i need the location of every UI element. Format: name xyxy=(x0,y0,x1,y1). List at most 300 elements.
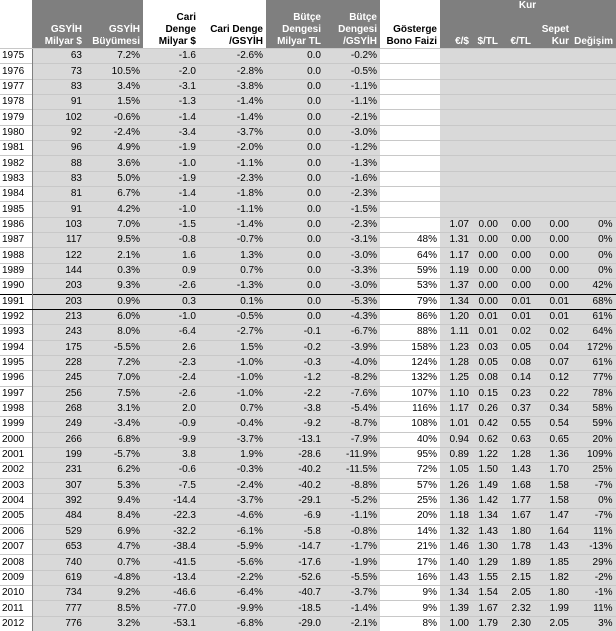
row-year: 2001 xyxy=(0,447,32,462)
table-cell xyxy=(440,202,472,217)
table-row xyxy=(0,64,616,79)
table-cell xyxy=(501,141,534,156)
row-year: 1977 xyxy=(0,79,32,94)
table-cell: 1.80 xyxy=(534,586,572,601)
table-cell: -7% xyxy=(572,509,616,524)
table-cell: 9.2% xyxy=(85,586,143,601)
table-cell: 0.02 xyxy=(534,325,572,340)
table-cell xyxy=(380,64,440,79)
table-cell: -5.7% xyxy=(85,447,143,462)
table-cell: -6.7% xyxy=(324,325,380,340)
table-cell xyxy=(572,202,616,217)
table-cell xyxy=(472,64,501,79)
table-cell: -40.7 xyxy=(266,586,324,601)
table-cell: 88 xyxy=(32,156,85,171)
col-header-cari-denge-gsyih-label: Cari Denge /GSYİH xyxy=(201,24,263,48)
table-row xyxy=(0,386,616,401)
table-cell: 0.15 xyxy=(472,386,501,401)
table-cell: -2.6 xyxy=(143,279,199,294)
table-cell: -3.7% xyxy=(324,586,380,601)
table-cell: 83 xyxy=(32,171,85,186)
header-spacer xyxy=(266,0,324,12)
table-cell: 0.0 xyxy=(266,309,324,324)
table-row xyxy=(0,616,616,631)
table-cell: 0.03 xyxy=(472,340,501,355)
table-cell xyxy=(501,202,534,217)
table-cell: -7.6% xyxy=(324,386,380,401)
table-cell: 1.77 xyxy=(501,493,534,508)
table-cell: 0.01 xyxy=(472,325,501,340)
table-cell: -3.7% xyxy=(199,493,266,508)
table-cell: 0.65 xyxy=(534,432,572,447)
table-cell xyxy=(380,95,440,110)
table-cell: 1.68 xyxy=(501,478,534,493)
table-cell: -1.9% xyxy=(324,555,380,570)
table-cell: 25% xyxy=(572,463,616,478)
table-cell: 20% xyxy=(572,432,616,447)
table-cell: -3.4% xyxy=(85,417,143,432)
table-cell: -1.0% xyxy=(199,386,266,401)
table-cell: 2.05 xyxy=(534,616,572,631)
table-cell: 0% xyxy=(572,493,616,508)
table-cell: 1.32 xyxy=(440,524,472,539)
table-cell: 124% xyxy=(380,355,440,370)
table-cell: 57% xyxy=(380,478,440,493)
table-cell: 777 xyxy=(32,601,85,616)
table-cell xyxy=(472,49,501,64)
table-row xyxy=(0,509,616,524)
table-cell: 2.15 xyxy=(501,570,534,585)
table-row xyxy=(0,217,616,232)
table-cell: -5.6% xyxy=(199,555,266,570)
table-cell: -1.2 xyxy=(266,371,324,386)
table-cell: 9.4% xyxy=(85,493,143,508)
table-cell: 78% xyxy=(572,386,616,401)
table-cell: 0.00 xyxy=(501,217,534,232)
table-cell: -2.0 xyxy=(143,64,199,79)
table-cell: -13.4 xyxy=(143,570,199,585)
table-cell xyxy=(534,110,572,125)
row-year: 2009 xyxy=(0,570,32,585)
table-cell xyxy=(380,141,440,156)
table-cell: -1.4% xyxy=(199,217,266,232)
row-year: 2004 xyxy=(0,493,32,508)
row-year: 1997 xyxy=(0,386,32,401)
table-cell: -6.1% xyxy=(199,524,266,539)
table-cell: 8.4% xyxy=(85,509,143,524)
table-cell xyxy=(534,187,572,202)
table-cell: -3.9% xyxy=(324,340,380,355)
table-cell: 172% xyxy=(572,340,616,355)
table-cell: 2.30 xyxy=(501,616,534,631)
table-cell: 0.00 xyxy=(472,217,501,232)
table-cell: 1.70 xyxy=(534,463,572,478)
table-cell: 0.26 xyxy=(472,401,501,416)
table-cell: -6.4 xyxy=(143,325,199,340)
header-spacer xyxy=(85,0,143,12)
table-row xyxy=(0,371,616,386)
table-cell: -3.0% xyxy=(324,248,380,263)
table-cell xyxy=(472,202,501,217)
table-cell: -2.4 xyxy=(143,371,199,386)
table-cell xyxy=(534,202,572,217)
table-cell: 0.0 xyxy=(266,95,324,110)
table-cell: 1.9% xyxy=(199,447,266,462)
table-cell: -18.5 xyxy=(266,601,324,616)
table-cell: 0.0 xyxy=(266,156,324,171)
table-cell: -1.3% xyxy=(199,279,266,294)
table-cell: -3.8% xyxy=(199,79,266,94)
col-header-eur-usd: €/$ xyxy=(440,12,472,49)
table-row xyxy=(0,447,616,462)
table-cell xyxy=(572,156,616,171)
col-header-butce-dengesi-gsyih: Bütçe Dengesi /GSYİH xyxy=(324,12,380,49)
table-row xyxy=(0,248,616,263)
table-cell xyxy=(440,187,472,202)
table-cell: 1.43 xyxy=(472,524,501,539)
table-cell: 122 xyxy=(32,248,85,263)
table-cell: -2.1% xyxy=(324,110,380,125)
table-cell: 1.26 xyxy=(440,478,472,493)
table-cell: -32.2 xyxy=(143,524,199,539)
row-year: 1981 xyxy=(0,141,32,156)
table-cell xyxy=(572,125,616,140)
table-cell: 91 xyxy=(32,95,85,110)
row-year: 2010 xyxy=(0,586,32,601)
table-cell: -6.8% xyxy=(199,616,266,631)
table-cell xyxy=(440,79,472,94)
row-year: 1984 xyxy=(0,187,32,202)
table-cell: -1.4 xyxy=(143,110,199,125)
table-cell xyxy=(501,110,534,125)
table-cell: 61% xyxy=(572,355,616,370)
table-row xyxy=(0,463,616,478)
table-cell xyxy=(440,110,472,125)
table-cell: 228 xyxy=(32,355,85,370)
table-cell: -0.2 xyxy=(266,340,324,355)
table-cell: 29% xyxy=(572,555,616,570)
table-cell: -11.5% xyxy=(324,463,380,478)
table-cell: 81 xyxy=(32,187,85,202)
row-year: 1993 xyxy=(0,325,32,340)
table-cell: -5.4% xyxy=(324,401,380,416)
table-cell: -0.8 xyxy=(143,233,199,248)
table-cell: 0.12 xyxy=(534,371,572,386)
row-year: 1982 xyxy=(0,156,32,171)
table-cell xyxy=(534,95,572,110)
table-cell: -53.1 xyxy=(143,616,199,631)
table-cell: -8.7% xyxy=(324,417,380,432)
table-cell: 0.01 xyxy=(501,309,534,324)
row-year: 1988 xyxy=(0,248,32,263)
table-cell: -1.9 xyxy=(143,141,199,156)
table-row xyxy=(0,540,616,555)
row-year: 2011 xyxy=(0,601,32,616)
header-group-row xyxy=(0,0,616,12)
table-row xyxy=(0,340,616,355)
table-cell xyxy=(501,187,534,202)
table-cell: 4.9% xyxy=(85,141,143,156)
table-cell: 72% xyxy=(380,463,440,478)
table-cell: 1.10 xyxy=(440,386,472,401)
table-cell xyxy=(534,49,572,64)
table-row xyxy=(0,233,616,248)
table-cell: 68% xyxy=(572,294,616,309)
table-cell: 0.04 xyxy=(534,340,572,355)
table-cell: 9.5% xyxy=(85,233,143,248)
table-cell: -1.1% xyxy=(324,95,380,110)
table-cell: 2.05 xyxy=(501,586,534,601)
table-cell: 9% xyxy=(380,601,440,616)
table-cell xyxy=(572,49,616,64)
row-year: 2007 xyxy=(0,540,32,555)
table-cell: 1.82 xyxy=(534,570,572,585)
table-cell: 6.7% xyxy=(85,187,143,202)
table-cell: -2.3 xyxy=(143,355,199,370)
table-cell: 0.01 xyxy=(472,309,501,324)
col-header-sepet-kur: Sepet Kur xyxy=(534,12,572,49)
table-cell: 6.8% xyxy=(85,432,143,447)
table-cell: 1.99 xyxy=(534,601,572,616)
table-cell: 2.1% xyxy=(85,248,143,263)
table-cell: -0.2% xyxy=(324,49,380,64)
table-cell: 0.08 xyxy=(501,355,534,370)
row-year: 1989 xyxy=(0,263,32,278)
table-cell: -2.3% xyxy=(324,217,380,232)
table-cell: 268 xyxy=(32,401,85,416)
table-cell: 11% xyxy=(572,524,616,539)
table-row xyxy=(0,524,616,539)
header-year xyxy=(0,12,32,49)
table-cell: -4.8% xyxy=(85,570,143,585)
table-cell: -2.6% xyxy=(199,49,266,64)
table-cell: 1.64 xyxy=(534,524,572,539)
table-cell: 0.0 xyxy=(266,263,324,278)
table-cell: 108% xyxy=(380,417,440,432)
table-cell: 1.78 xyxy=(501,540,534,555)
row-year: 1999 xyxy=(0,417,32,432)
table-cell: 1.36 xyxy=(440,493,472,508)
table-cell: 8.0% xyxy=(85,325,143,340)
row-year: 1991 xyxy=(0,294,32,309)
table-cell: -3.1% xyxy=(324,233,380,248)
table-cell: 0.3 xyxy=(143,294,199,309)
table-cell: 0.0 xyxy=(266,64,324,79)
table-cell: 1.3% xyxy=(199,248,266,263)
table-cell: -1.0% xyxy=(199,355,266,370)
table-cell: 91 xyxy=(32,202,85,217)
table-cell: 1.29 xyxy=(472,555,501,570)
col-header-usd-tl: $/TL xyxy=(472,12,501,49)
table-cell: 59% xyxy=(380,263,440,278)
table-cell xyxy=(572,95,616,110)
table-cell: 3.4% xyxy=(85,79,143,94)
table-cell: 77% xyxy=(572,371,616,386)
table-cell: -2.3% xyxy=(199,171,266,186)
table-cell: 158% xyxy=(380,340,440,355)
table-cell xyxy=(572,79,616,94)
table-cell xyxy=(380,49,440,64)
table-cell: -5.5% xyxy=(324,570,380,585)
table-cell: 1.39 xyxy=(440,601,472,616)
table-cell: -0.4% xyxy=(199,417,266,432)
table-cell xyxy=(534,125,572,140)
table-cell: 7.5% xyxy=(85,386,143,401)
table-cell: 92 xyxy=(32,125,85,140)
table-cell xyxy=(380,171,440,186)
table-cell: 307 xyxy=(32,478,85,493)
table-cell: -2.8% xyxy=(199,64,266,79)
table-cell: -7% xyxy=(572,478,616,493)
table-cell: 249 xyxy=(32,417,85,432)
table-cell: 0% xyxy=(572,217,616,232)
row-year: 1995 xyxy=(0,355,32,370)
row-year: 2000 xyxy=(0,432,32,447)
table-cell: 1.19 xyxy=(440,263,472,278)
table-cell: 1.85 xyxy=(534,555,572,570)
table-cell: -3.7% xyxy=(199,432,266,447)
table-cell: 3.2% xyxy=(85,616,143,631)
table-cell: -14.4 xyxy=(143,493,199,508)
table-cell xyxy=(501,49,534,64)
table-cell: 117 xyxy=(32,233,85,248)
table-cell: -1.0 xyxy=(143,202,199,217)
table-cell: -3.4 xyxy=(143,125,199,140)
table-row xyxy=(0,279,616,294)
table-cell xyxy=(380,156,440,171)
table-cell xyxy=(534,171,572,186)
table-cell: 3.6% xyxy=(85,156,143,171)
row-year: 2005 xyxy=(0,509,32,524)
table-cell: -1% xyxy=(572,586,616,601)
table-cell: 484 xyxy=(32,509,85,524)
table-cell: 0.0 xyxy=(266,279,324,294)
table-cell: 2.0 xyxy=(143,401,199,416)
row-year: 1980 xyxy=(0,125,32,140)
table-cell: 0.00 xyxy=(534,217,572,232)
table-cell: -77.0 xyxy=(143,601,199,616)
row-year: 1994 xyxy=(0,340,32,355)
table-cell: 1.46 xyxy=(440,540,472,555)
table-cell: 10.5% xyxy=(85,64,143,79)
table-cell: 3.8 xyxy=(143,447,199,462)
table-cell: -8.2% xyxy=(324,371,380,386)
table-cell xyxy=(380,202,440,217)
row-year: 1998 xyxy=(0,401,32,416)
table-cell: 0.42 xyxy=(472,417,501,432)
table-row xyxy=(0,171,616,186)
table-cell: 1.22 xyxy=(472,447,501,462)
table-cell: 1.55 xyxy=(472,570,501,585)
header-spacer xyxy=(32,0,85,12)
table-cell: -0.5% xyxy=(324,64,380,79)
table-cell: -1.3 xyxy=(143,95,199,110)
table-row xyxy=(0,95,616,110)
table-cell: -5.9% xyxy=(199,540,266,555)
table-cell: 0% xyxy=(572,248,616,263)
table-row xyxy=(0,570,616,585)
table-cell: 203 xyxy=(32,279,85,294)
table-cell: 1.5% xyxy=(199,340,266,355)
row-year: 1990 xyxy=(0,279,32,294)
table-row xyxy=(0,309,616,324)
table-cell xyxy=(472,125,501,140)
table-cell: 73 xyxy=(32,64,85,79)
table-row xyxy=(0,110,616,125)
table-cell xyxy=(472,187,501,202)
table-cell: 109% xyxy=(572,447,616,462)
table-row xyxy=(0,493,616,508)
table-cell: -7.5 xyxy=(143,478,199,493)
col-header-cari-denge xyxy=(143,12,199,49)
table-cell: 0.08 xyxy=(472,371,501,386)
table-cell: 1.43 xyxy=(501,463,534,478)
table-cell: 243 xyxy=(32,325,85,340)
table-cell: 1.5% xyxy=(85,95,143,110)
table-cell xyxy=(440,156,472,171)
col-header-butce-dengesi: Bütçe Dengesi Milyar TL xyxy=(266,12,324,49)
table-cell xyxy=(501,95,534,110)
table-cell: 8.5% xyxy=(85,601,143,616)
header-row xyxy=(0,12,616,49)
table-cell: 8% xyxy=(380,616,440,631)
table-cell: 79% xyxy=(380,294,440,309)
table-cell: -1.4 xyxy=(143,187,199,202)
table-cell: 40% xyxy=(380,432,440,447)
table-cell: -14.7 xyxy=(266,540,324,555)
table-cell: 0.7% xyxy=(85,555,143,570)
table-cell: 0.23 xyxy=(501,386,534,401)
table-cell: 1.28 xyxy=(440,355,472,370)
header-spacer xyxy=(380,0,440,12)
table-cell: 1.54 xyxy=(472,586,501,601)
table-cell: 9% xyxy=(380,586,440,601)
table-cell: 0.7% xyxy=(199,263,266,278)
table-cell xyxy=(501,125,534,140)
table-cell: 88% xyxy=(380,325,440,340)
table-row xyxy=(0,263,616,278)
table-row xyxy=(0,294,616,309)
table-cell xyxy=(472,95,501,110)
table-cell: 0.0 xyxy=(266,110,324,125)
table-cell: 1.00 xyxy=(440,616,472,631)
table-cell: 1.17 xyxy=(440,248,472,263)
table-cell: 0.00 xyxy=(501,263,534,278)
table-cell: 1.42 xyxy=(472,493,501,508)
table-cell xyxy=(534,79,572,94)
table-cell: -8.8% xyxy=(324,478,380,493)
table-cell: -0.7% xyxy=(199,233,266,248)
table-cell: 0.34 xyxy=(534,401,572,416)
table-cell: 0.00 xyxy=(472,294,501,309)
table-cell: -3.7% xyxy=(199,125,266,140)
table-row xyxy=(0,141,616,156)
table-cell: 0.01 xyxy=(501,294,534,309)
table-cell xyxy=(472,141,501,156)
table-cell: 1.40 xyxy=(440,555,472,570)
table-cell: 86% xyxy=(380,309,440,324)
table-cell: -4.6% xyxy=(199,509,266,524)
table-cell: 1.89 xyxy=(501,555,534,570)
row-year: 1979 xyxy=(0,110,32,125)
table-cell xyxy=(380,110,440,125)
table-cell: 0.0 xyxy=(266,187,324,202)
header-spacer xyxy=(143,0,199,12)
table-cell: 1.20 xyxy=(440,309,472,324)
table-cell: 0.0 xyxy=(266,171,324,186)
table-cell: 1.47 xyxy=(534,509,572,524)
table-cell: 2.32 xyxy=(501,601,534,616)
